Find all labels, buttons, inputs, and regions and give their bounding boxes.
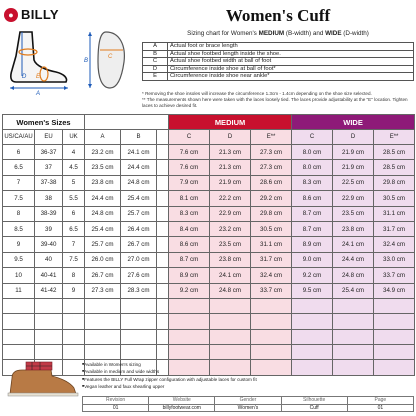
table-cell <box>292 329 333 344</box>
table-cell: 22.5 cm <box>333 175 374 190</box>
table-cell: 23.2 cm <box>85 145 121 160</box>
boot-product-image <box>4 360 82 398</box>
medium-group-header: MEDIUM <box>169 115 292 130</box>
table-cell: 30.5 cm <box>251 221 292 236</box>
col-header-medium-e: E** <box>251 130 292 145</box>
table-cell <box>63 298 85 313</box>
table-cell <box>85 329 121 344</box>
table-cell: 23.2 cm <box>210 221 251 236</box>
table-cell: 23.5 cm <box>210 237 251 252</box>
footnotes <box>142 91 414 108</box>
table-row <box>3 221 415 236</box>
table-cell: 38 <box>35 191 63 206</box>
col-header-medium-c: C <box>169 130 210 145</box>
footer-key-page: Page <box>347 397 413 405</box>
table-cell: 8.6 cm <box>169 237 210 252</box>
table-cell <box>3 329 35 344</box>
table-cell <box>210 345 251 360</box>
footer-key-row <box>83 397 414 405</box>
table-cell <box>85 298 121 313</box>
table-cell: 27.3 cm <box>85 283 121 298</box>
table-cell: 8 <box>63 268 85 283</box>
table-cell: 39 <box>35 221 63 236</box>
spacer-cell <box>157 160 169 175</box>
table-cell: 33.0 cm <box>374 252 415 267</box>
table-cell: 9 <box>3 237 35 252</box>
footer-key-gender: Gender <box>215 397 281 405</box>
foot-measurement-illustration <box>2 26 140 96</box>
table-cell <box>333 314 374 329</box>
table-cell <box>85 314 121 329</box>
legend-text: Actual shoe footbed width at ball of foot <box>168 58 414 66</box>
footer-key-revision: Revision <box>83 397 149 405</box>
spacer-cell <box>157 221 169 236</box>
table-cell: 4 <box>63 145 85 160</box>
table-cell <box>35 329 63 344</box>
size-chart-table <box>2 114 415 376</box>
table-cell: 25.4 cm <box>85 221 121 236</box>
table-cell <box>169 298 210 313</box>
table-cell <box>374 298 415 313</box>
col-header-medium-d: D <box>210 130 251 145</box>
legend-text: Circumference inside shoe near ankle* <box>168 73 414 81</box>
table-cell: 9.5 cm <box>292 283 333 298</box>
table-cell: 6.5 <box>3 160 35 175</box>
table-cell: 34.9 cm <box>374 283 415 298</box>
table-cell: 24.8 cm <box>85 206 121 221</box>
spacer-cell <box>157 345 169 360</box>
column-header-row <box>3 130 415 145</box>
spacer-cell <box>157 268 169 283</box>
table-cell: 11 <box>3 283 35 298</box>
legend-table <box>142 42 414 81</box>
table-cell: 28.5 cm <box>374 160 415 175</box>
table-cell <box>251 329 292 344</box>
subtitle-wide: WIDE <box>325 30 342 37</box>
legend-text: Actual foot or brace length <box>168 43 414 51</box>
table-cell: 27.6 cm <box>121 268 157 283</box>
table-cell <box>63 314 85 329</box>
feature-item: ■ Available in medium and wide widths <box>82 368 257 375</box>
header <box>0 0 416 28</box>
legend-key: D <box>143 65 168 73</box>
footer-silhouette: Cuff <box>281 404 347 412</box>
table-cell: 37 <box>35 160 63 175</box>
table-row <box>3 298 415 313</box>
sole-icon <box>8 393 78 396</box>
label-b: B <box>84 58 89 64</box>
col-header-b: B <box>121 130 157 145</box>
footer-key-website: Website <box>149 397 215 405</box>
table-cell: 29.8 cm <box>374 175 415 190</box>
table-cell: 7.6 cm <box>169 160 210 175</box>
table-cell: 7.5 <box>63 252 85 267</box>
footer-value-row <box>83 404 414 412</box>
table-cell: 10 <box>3 268 35 283</box>
label-d: D <box>22 74 27 80</box>
spacer-cell <box>157 237 169 252</box>
table-cell: 28.5 cm <box>374 145 415 160</box>
footer-gender: Women's <box>215 404 281 412</box>
table-cell <box>292 360 333 375</box>
table-cell: 26.4 cm <box>121 221 157 236</box>
table-cell: 24.1 cm <box>121 145 157 160</box>
footer-website-link[interactable]: billyfootwear.com <box>149 404 215 412</box>
table-row <box>3 268 415 283</box>
table-cell: 24.1 cm <box>333 237 374 252</box>
footer-table <box>82 396 414 412</box>
table-cell <box>121 345 157 360</box>
table-cell: 8 <box>3 206 35 221</box>
table-cell: 9.0 cm <box>292 252 333 267</box>
table-row <box>3 191 415 206</box>
subtitle-pre: Sizing chart for Women's <box>187 30 259 37</box>
table-cell <box>292 298 333 313</box>
table-cell: 8.9 cm <box>169 268 210 283</box>
col-header-uk: UK <box>63 130 85 145</box>
table-cell: 21.9 cm <box>210 175 251 190</box>
table-cell: 27.0 cm <box>121 252 157 267</box>
legend-row <box>143 43 414 51</box>
col-header-us: US/CA/AU <box>3 130 35 145</box>
table-cell: 8.6 cm <box>292 191 333 206</box>
billy-logo-icon: ● <box>4 8 18 22</box>
table-cell: 8.9 cm <box>292 237 333 252</box>
label-c: C <box>108 54 113 60</box>
table-cell: 40 <box>35 252 63 267</box>
table-cell: 41-42 <box>35 283 63 298</box>
table-cell: 4.5 <box>63 160 85 175</box>
table-cell: 22.9 cm <box>210 206 251 221</box>
table-cell: 8.0 cm <box>292 145 333 160</box>
legend-row <box>143 50 414 58</box>
table-cell: 25.4 cm <box>121 191 157 206</box>
spacer-cell <box>157 175 169 190</box>
table-cell: 23.8 cm <box>85 175 121 190</box>
col-header-a: A <box>85 130 121 145</box>
col-header-wide-e: E** <box>374 130 415 145</box>
table-cell <box>333 360 374 375</box>
table-cell <box>85 345 121 360</box>
table-cell: 9 <box>63 283 85 298</box>
spacer-cell <box>157 283 169 298</box>
table-cell: 33.7 cm <box>251 283 292 298</box>
table-cell: 23.8 cm <box>333 221 374 236</box>
table-row <box>3 175 415 190</box>
spacer-cell <box>157 329 169 344</box>
page-subtitle <box>142 30 414 37</box>
table-cell: 6 <box>3 145 35 160</box>
legend-text: Circumference inside shoe at ball of foot* <box>168 65 414 73</box>
table-cell: 24.4 cm <box>85 191 121 206</box>
table-cell: 7.5 <box>3 191 35 206</box>
table-cell <box>121 314 157 329</box>
table-cell <box>333 345 374 360</box>
table-cell: 38-39 <box>35 206 63 221</box>
table-cell: 25.7 cm <box>85 237 121 252</box>
feature-list <box>82 361 257 390</box>
spacer-cell <box>157 298 169 313</box>
table-cell: 5 <box>63 175 85 190</box>
table-cell <box>210 298 251 313</box>
blank-header <box>85 115 169 130</box>
table-cell: 21.9 cm <box>333 160 374 175</box>
legend-row <box>143 73 414 81</box>
table-cell: 26.0 cm <box>85 252 121 267</box>
table-cell: 25.4 cm <box>333 283 374 298</box>
table-cell: 21.3 cm <box>210 160 251 175</box>
table-cell: 31.7 cm <box>374 221 415 236</box>
table-cell <box>63 329 85 344</box>
table-cell <box>121 329 157 344</box>
legend-text: Actual shoe footbed length inside the shoe. <box>168 50 414 58</box>
table-cell: 9.5 <box>3 252 35 267</box>
table-row <box>3 329 415 344</box>
table-cell <box>210 329 251 344</box>
table-cell: 36-37 <box>35 145 63 160</box>
feature-item: ■ Vegan leather and faux shearling upper <box>82 383 257 390</box>
table-cell: 28.3 cm <box>121 283 157 298</box>
table-cell <box>169 329 210 344</box>
table-cell: 7 <box>63 237 85 252</box>
table-cell: 24.8 cm <box>210 283 251 298</box>
table-cell <box>333 298 374 313</box>
table-cell: 8.7 cm <box>169 252 210 267</box>
table-cell: 9.2 cm <box>292 268 333 283</box>
table-cell: 7.6 cm <box>169 145 210 160</box>
table-cell: 7 <box>3 175 35 190</box>
table-cell: 23.5 cm <box>85 160 121 175</box>
table-cell: 23.8 cm <box>210 252 251 267</box>
table-cell: 27.3 cm <box>251 145 292 160</box>
table-cell <box>374 314 415 329</box>
spacer-cell <box>157 191 169 206</box>
table-cell: 21.3 cm <box>210 145 251 160</box>
table-cell <box>292 345 333 360</box>
legend-key: C <box>143 58 168 66</box>
table-cell: 24.1 cm <box>210 268 251 283</box>
table-cell: 8.7 cm <box>292 221 333 236</box>
table-cell: 24.8 cm <box>121 175 157 190</box>
table-cell: 29.2 cm <box>251 191 292 206</box>
brand-name: BILLY <box>21 7 59 22</box>
table-cell: 40-41 <box>35 268 63 283</box>
table-cell: 26.7 cm <box>121 237 157 252</box>
table-cell: 22.2 cm <box>210 191 251 206</box>
spacer-cell <box>157 206 169 221</box>
table-cell <box>251 314 292 329</box>
col-header-eu: EU <box>35 130 63 145</box>
table-cell: 24.8 cm <box>333 268 374 283</box>
table-cell: 26.7 cm <box>85 268 121 283</box>
spacer-cell <box>157 314 169 329</box>
table-cell <box>251 298 292 313</box>
table-cell: 25.7 cm <box>121 206 157 221</box>
label-a: A <box>36 91 41 96</box>
spacer-cell <box>157 145 169 160</box>
col-header-wide-d: D <box>333 130 374 145</box>
table-cell: 37-38 <box>35 175 63 190</box>
table-cell: 6 <box>63 206 85 221</box>
legend-row <box>143 65 414 73</box>
table-cell: 8.0 cm <box>292 160 333 175</box>
wide-group-header: WIDE <box>292 115 415 130</box>
table-cell: 28.6 cm <box>251 175 292 190</box>
footer-key-silhouette: Silhouette <box>281 397 347 405</box>
table-row <box>3 283 415 298</box>
table-cell <box>121 298 157 313</box>
table-cell: 33.7 cm <box>374 268 415 283</box>
table-cell: 8.3 cm <box>292 175 333 190</box>
table-row <box>3 206 415 221</box>
table-cell <box>35 345 63 360</box>
subtitle-medium: MEDIUM <box>258 30 285 37</box>
legend-row <box>143 58 414 66</box>
table-cell <box>292 314 333 329</box>
womens-sizes-header: Women's Sizes <box>3 115 85 130</box>
table-cell: 39-40 <box>35 237 63 252</box>
table-cell <box>35 314 63 329</box>
table-row <box>3 145 415 160</box>
table-cell <box>374 360 415 375</box>
col-header-spacer <box>157 130 169 145</box>
table-cell: 8.1 cm <box>169 191 210 206</box>
table-cell <box>63 345 85 360</box>
table-row <box>3 252 415 267</box>
table-cell: 29.8 cm <box>251 206 292 221</box>
table-cell: 8.4 cm <box>169 221 210 236</box>
table-cell: 32.4 cm <box>251 268 292 283</box>
table-cell: 31.7 cm <box>251 252 292 267</box>
table-cell: 31.1 cm <box>374 206 415 221</box>
table-cell <box>3 298 35 313</box>
table-cell: 22.9 cm <box>333 191 374 206</box>
table-cell <box>169 314 210 329</box>
table-cell: 21.9 cm <box>333 145 374 160</box>
table-cell: 24.4 cm <box>121 160 157 175</box>
feature-item: ■ Features the BILLY Full Wrap zipper configuration with adjustable laces for custom fit <box>82 376 257 383</box>
table-cell: 31.1 cm <box>251 237 292 252</box>
legend-key: B <box>143 50 168 58</box>
table-row <box>3 160 415 175</box>
table-row <box>3 345 415 360</box>
table-cell: 8.5 <box>3 221 35 236</box>
table-cell <box>3 345 35 360</box>
table-cell <box>169 345 210 360</box>
footnote-2: ** The measurements shown here were taken with the laces loosely tied. The laces provide adjustability at the "E" location. Tighten laces to achieve desired fit. <box>142 96 408 108</box>
table-cell <box>251 345 292 360</box>
subtitle-post: (D-width) <box>341 30 369 37</box>
feature-item: ■ Available in Women's sizing <box>82 361 257 368</box>
table-cell: 8.7 cm <box>292 206 333 221</box>
table-cell: 23.5 cm <box>333 206 374 221</box>
table-cell <box>210 314 251 329</box>
legend-key: E <box>143 73 168 81</box>
table-cell: 27.3 cm <box>251 160 292 175</box>
subtitle-mid: (B-width) and <box>284 30 326 37</box>
table-cell: 7.9 cm <box>169 175 210 190</box>
table-row <box>3 314 415 329</box>
brand-logo[interactable] <box>4 7 59 22</box>
size-rows <box>3 145 415 376</box>
table-cell: 6.5 <box>63 221 85 236</box>
table-cell: 9.2 cm <box>169 283 210 298</box>
table-cell: 5.5 <box>63 191 85 206</box>
table-cell <box>3 314 35 329</box>
footer-page: 01 <box>347 404 413 412</box>
table-cell: 32.4 cm <box>374 237 415 252</box>
table-cell <box>374 329 415 344</box>
spacer-cell <box>157 252 169 267</box>
label-e: E <box>36 74 41 80</box>
page-title: Women's Cuff <box>225 6 331 25</box>
col-header-wide-c: C <box>292 130 333 145</box>
group-header-row <box>3 115 415 130</box>
table-cell: 8.3 cm <box>169 206 210 221</box>
table-cell <box>35 298 63 313</box>
footer-revision: 01 <box>83 404 149 412</box>
table-cell <box>374 345 415 360</box>
table-row <box>3 237 415 252</box>
table-cell: 24.4 cm <box>333 252 374 267</box>
table-cell: 30.5 cm <box>374 191 415 206</box>
legend-key: A <box>143 43 168 51</box>
footnote-1: * Removing the shoe insoles will increase the circumference 1.3cm - 1.4cm depending on the shoe size selected. <box>142 91 372 96</box>
insole-outline-icon <box>98 32 124 88</box>
table-cell <box>333 329 374 344</box>
